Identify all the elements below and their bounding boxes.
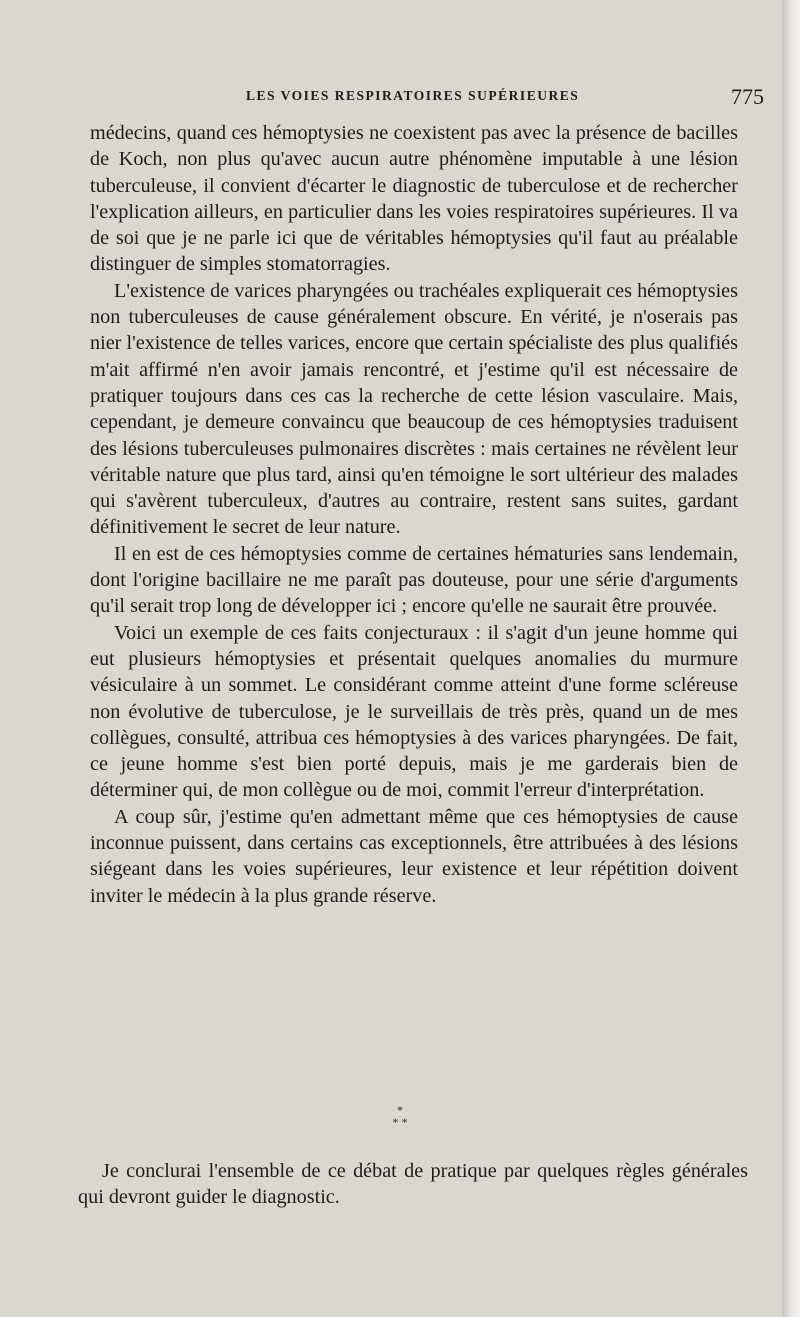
body-text [90, 120, 738, 909]
page-number: 775 [731, 84, 764, 109]
conclusion-text [78, 1158, 748, 1211]
page-header [246, 84, 764, 109]
paragraph: Voici un exemple de ces faits conjecturaux : il s'agit d'un jeune homme qui eut plusieurs hémoptysies et présentait quelques anomalies du murmure vésiculaire à un sommet. Le considérant comme atteint d'une forme scléreuse non évolutive de tuberculose, je le surveillais de très près, quand un de mes collègues, consulté, attribua ces hémoptysies à des varices pharyngées. De fait, ce jeune homme s'est bien porté depuis, mais je me garderais bien de déterminer qui, de mon collègue ou de moi, commit l'erreur d'interprétation. [90, 621, 738, 802]
paragraph: Il en est de ces hémoptysies comme de certaines hématuries sans lendemain, dont l'origine bacillaire ne me paraît pas douteuse, pour une série d'arguments qu'il serait trop long de développer ici ; encore qu'elle ne saurait être prouvée. [90, 542, 738, 618]
paragraph: médecins, quand ces hémoptysies ne coexistent pas avec la présence de bacilles de Koch, non plus qu'avec aucun autre phénomène imputable à une lésion tuberculeuse, il convient d'écarter le diagnostic de tuberculose et de rechercher l'explication ailleurs, en particulier dans les voies respiratoires supérieures. Il va de soi que je ne parle ici que de véritables hémoptysies qu'il faut au préalable distinguer de simples stomatorragies. [90, 122, 738, 276]
paragraph: Je conclurai l'ensemble de ce débat de pratique par quelques règles générales qui devront guider le diagnostic. [78, 1160, 748, 1209]
separator-top: * [397, 1103, 403, 1117]
page-edge [782, 0, 800, 1317]
separator-bottom: * * [392, 1115, 408, 1129]
running-title: LES VOIES RESPIRATOIRES SUPÉRIEURES [246, 88, 580, 103]
paragraph: A coup sûr, j'estime qu'en admettant même que ces hémoptysies de cause inconnue puissent, dans certains cas exceptionnels, être attribuées à des lésions siégeant dans les voies supérieures, leur existence et leur répétition doivent inviter le médecin à la plus grande réserve. [90, 805, 738, 907]
asterism-separator [360, 1104, 440, 1128]
paragraph: L'existence de varices pharyngées ou trachéales expliquerait ces hémoptysies non tuberculeuses de cause généralement obscure. En vérité, je n'oserais pas nier l'existence de telles varices, encore que certain spécialiste des plus qualifiés m'ait affirmé n'en avoir jamais rencontré, et j'estime qu'il est nécessaire de pratiquer toujours dans ces cas la recherche de cette lésion vasculaire. Mais, cependant, je demeure convaincu que beaucoup de ces hémoptysies traduisent des lésions tuberculeuses pulmonaires discrètes : mais certaines ne révèlent leur véritable nature que plus tard, ainsi qu'en témoigne le sort ultérieur des malades qui s'avèrent tuberculeux, d'autres au contraire, restent sans suites, gardant définitivement le secret de leur nature. [90, 279, 738, 539]
